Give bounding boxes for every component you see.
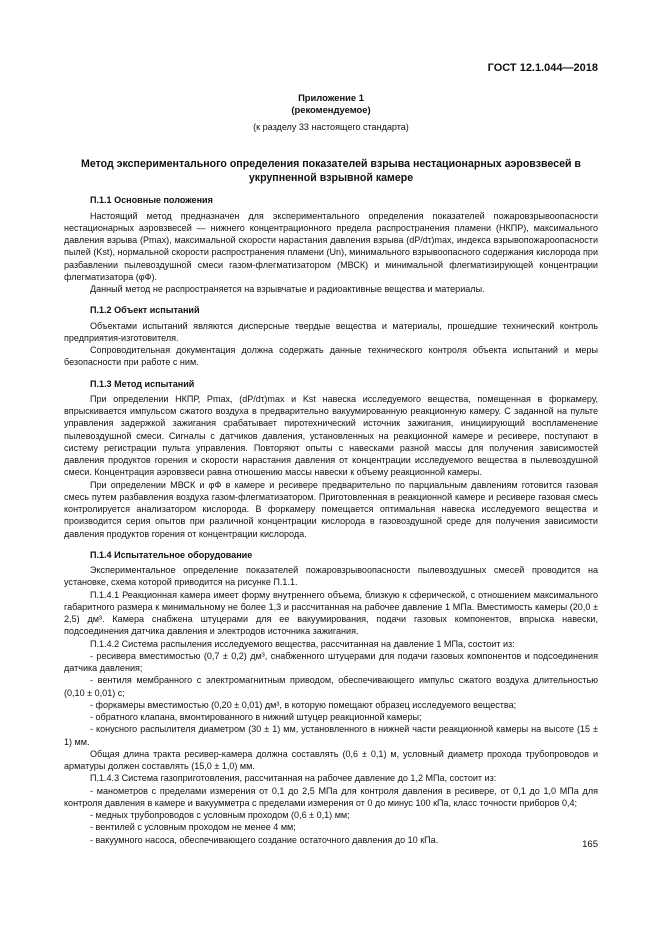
section-4	[64, 549, 598, 846]
standard-header: ГОСТ 12.1.044—2018	[487, 62, 598, 74]
paragraph: П.1.4.2 Система распыления исследуемого вещества, рассчитанная на давление 1 МПа, состоит из:	[90, 638, 515, 649]
list-item: - вентиля мембранного с электромагнитным приводом, обеспечивающего импульс сжатого воздуха длительностью (0,10 ± 0,01) с;	[64, 675, 598, 698]
list-item: - ресивера вместимостью (0,7 ± 0,2) дм³, снабженного штуцерами для подачи газовых компонентов и подсоединения датчика давления;	[64, 650, 598, 673]
section-3	[64, 378, 598, 540]
paragraph: Общая длина тракта ресивер-камера должна составлять (0,6 ± 0,1) м, условный диаметр прохода трубопроводов и арматуры должен составлять (15,0 ± 1,0) мм.	[64, 748, 598, 771]
paragraph: Сопроводительная документация должна содержать данные технического контроля объекта испытаний и меры безопасности при работе с ним.	[64, 345, 598, 368]
main-title: Метод экспериментального определения показателей взрыва нестационарных аэровзвесей в укрупненной взрывной камере	[81, 158, 581, 185]
paragraph: Объектами испытаний являются дисперсные твердые вещества и материалы, прошедшие технический контроль предприятия-изготовителя.	[64, 320, 598, 343]
paragraph: П.1.4.1 Реакционная камера имеет форму внутреннего объема, близкую к сферической, с отношением максимального габаритного размера к минимальному не более 1,3 и рассчитанная на рабочее давление 1 МПа. Вместимость камеры (20,0 ± 2,5) дм³. Камера снабжена штуцерами для ее вакуумирования, подачи газовых компонентов, впрыска навески, подсоединения датчика давления и электродов источника зажигания.	[64, 589, 598, 637]
appendix-reference: (к разделу 33 настоящего стандарта)	[253, 122, 409, 132]
list-item: - конусного распылителя диаметром (30 ± 1) мм, установленного в нижней части реакционной камеры на высоте (15 ± 1) мм.	[64, 724, 598, 747]
paragraph: При определении МВСК и φФ в камере и ресивере предварительно по парциальным давлениям готовится газовая смесь путем разбавления воздуха газом-флегматизатором. Приготовленная в реакционной камере и ресивере газовая смесь контролируется анализатором кислорода. В форкамеру помещается оптимальная навеска исследуемого вещества и производится серия опытов при различной концентрации кислорода в газовоздушной среде для получения зависимости давления продуктов горения от концентрации кислорода.	[64, 479, 598, 539]
list-item: - форкамеры вместимостью (0,20 ± 0,01) дм³, в которую помещают образец исследуемого вещества;	[90, 699, 517, 710]
list-item: - вентилей с условным проходом не менее 4 мм;	[90, 822, 296, 833]
appendix-subtitle: (рекомендуемое)	[291, 104, 371, 115]
paragraph: П.1.4.3 Система газоприготовления, рассчитанная на рабочее давление до 1,2 МПа, состоит из:	[90, 773, 497, 784]
list-item: - манометров с пределами измерения от 0,1 до 2,5 МПа для контроля давления в ресивере, от 0,1 до 1,0 МПа для контроля давления в камере и вакуумметра с пределами измерения от 0 до минус 100 кПа, класс точности приборов 0,4;	[64, 785, 598, 808]
paragraph: При определении НКПР, Pmax, (dP/dτ)max и Kst навеска исследуемого вещества, помещенная в форкамеру, впрыскивается импульсом сжатого воздуха в предварительно вакуумированную реакционную камеру. С заданной на пульте управления задержкой зажигания срабатывает пиротехнический источник зажигания, инициирующий воспламенение пылевоздушной смеси. Сигналы с датчиков давления, установленных на реакционной камере и ресивере, поступают в систему регистрации пульта управления. Повторяют опыты с навесками разной массы для получения зависимостей давления продуктов горения и скорости нарастания давления от концентрации исследуемого вещества в пылевоздушной смеси. Концентрация аэровзвеси равна отношению массы навески к объему реакционной камеры.	[64, 393, 598, 478]
section-1	[64, 194, 598, 295]
appendix-title: Приложение 1	[298, 92, 364, 103]
list-item: - обратного клапана, вмонтированного в нижний штуцер реакционной камеры;	[90, 712, 422, 722]
list-item: - медных трубопроводов с условным проходом (0,6 ± 0,1) мм;	[90, 810, 350, 820]
section-heading: П.1.3 Метод испытаний	[90, 378, 195, 389]
paragraph: Настоящий метод предназначен для экспериментального определения показателей пожаровзрывоопасности нестационарных аэровзвесей — нижнего концентрационного предела распространения пламени (НКПР), максимального давления взрыва (Pmax), максимальной скорости нарастания давления взрыва (dP/dτ)max, индекса взрывопожароопасности пылей (Kst), нормальной скорости распространения пламени (Un), минимального взрывоопасного содержания кислорода при разбавлении пылевоздушной смеси газом-флегматизатором (МВСК) и минимальной флегматизирующей концентрации флегматизатора (φФ).	[64, 210, 598, 282]
paragraph: Данный метод не распространяется на взрывчатые и радиоактивные вещества и материалы.	[90, 284, 485, 294]
list-item: - вакуумного насоса, обеспечивающего создание остаточного давления до 10 кПа.	[90, 834, 439, 845]
section-2	[64, 304, 598, 368]
section-heading: П.1.4 Испытательное оборудование	[90, 549, 253, 560]
section-heading: П.1.2 Объект испытаний	[90, 305, 200, 316]
content-column	[64, 92, 598, 846]
paragraph: Экспериментальное определение показателей пожаровзрывоопасности пылевоздушных смесей проводится на установке, схема которой приводится на рисунке П.1.1.	[64, 565, 598, 588]
section-heading: П.1.1 Основные положения	[90, 195, 213, 206]
page-number: 165	[582, 839, 598, 850]
